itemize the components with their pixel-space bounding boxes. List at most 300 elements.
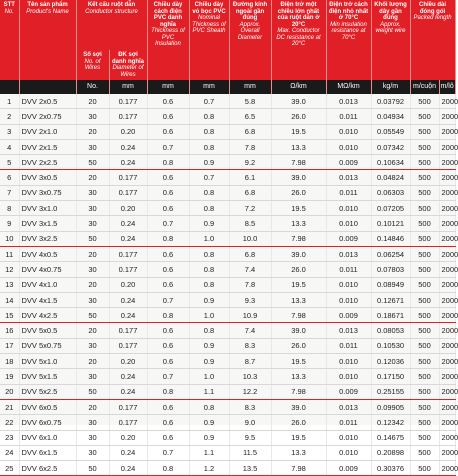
- weight: 0.05549: [371, 124, 410, 139]
- wire-count: 30: [76, 415, 109, 430]
- weight: 0.04824: [371, 170, 410, 185]
- weight: 0.14675: [371, 430, 410, 445]
- overall-diameter: 9.2: [229, 155, 271, 170]
- insulation-thickness: 0.8: [147, 155, 189, 170]
- overall-diameter: 6.1: [229, 170, 271, 185]
- wire-diameter: 0.177: [109, 246, 147, 261]
- dc-resistance: 7.98: [271, 155, 326, 170]
- wire-count: 30: [76, 185, 109, 200]
- dc-resistance: 39.0: [271, 246, 326, 261]
- insulation-resistance: 0.010: [326, 445, 371, 460]
- row-number: 24: [0, 445, 19, 460]
- header-overall-diameter: Đường kính ngoài gần đúng Approx. Overall Diameter: [229, 0, 271, 80]
- sheath-thickness: 0.8: [189, 201, 229, 216]
- insulation-thickness: 0.7: [147, 216, 189, 231]
- weight: 0.03792: [371, 94, 410, 109]
- weight: 0.12671: [371, 292, 410, 307]
- weight: 0.12342: [371, 415, 410, 430]
- lot-length: 2000: [439, 338, 455, 353]
- product-name: DVV 2x1.0: [19, 124, 76, 139]
- roll-length: 500: [410, 445, 439, 460]
- wire-diameter: 0.177: [109, 185, 147, 200]
- wire-count: 30: [76, 430, 109, 445]
- unit-weight: kg/m: [371, 80, 410, 94]
- weight: 0.04934: [371, 109, 410, 124]
- sheath-thickness: 0.9: [189, 216, 229, 231]
- weight: 0.08949: [371, 277, 410, 292]
- weight: 0.07342: [371, 139, 410, 154]
- insulation-thickness: 0.6: [147, 430, 189, 445]
- roll-length: 500: [410, 231, 439, 246]
- product-name: DVV 6x1.0: [19, 430, 76, 445]
- dc-resistance: 19.5: [271, 430, 326, 445]
- wire-count: 20: [76, 277, 109, 292]
- wire-diameter: 0.177: [109, 170, 147, 185]
- table-row: [0, 231, 455, 246]
- overall-diameter: 9.5: [229, 430, 271, 445]
- overall-diameter: 10.0: [229, 231, 271, 246]
- row-number: 3: [0, 124, 19, 139]
- insulation-thickness: 0.6: [147, 354, 189, 369]
- lot-length: 2000: [439, 231, 455, 246]
- row-number: 5: [0, 155, 19, 170]
- header-stt: STT No.: [0, 0, 19, 80]
- weight: 0.10530: [371, 338, 410, 353]
- table-row: [0, 109, 455, 124]
- insulation-resistance: 0.013: [326, 246, 371, 261]
- weight: 0.06303: [371, 185, 410, 200]
- row-number: 15: [0, 308, 19, 323]
- overall-diameter: 10.9: [229, 308, 271, 323]
- wire-diameter: 0.20: [109, 354, 147, 369]
- product-name: DVV 4x0.5: [19, 246, 76, 261]
- row-number: 8: [0, 201, 19, 216]
- roll-length: 500: [410, 155, 439, 170]
- lot-length: 2000: [439, 461, 455, 476]
- lot-length: 2000: [439, 415, 455, 430]
- sheath-thickness: 1.0: [189, 369, 229, 384]
- table-row: [0, 246, 455, 261]
- product-name: DVV 6x0.75: [19, 415, 76, 430]
- product-name: DVV 6x0.5: [19, 399, 76, 414]
- table-header: [0, 0, 455, 94]
- weight: 0.12036: [371, 354, 410, 369]
- sheath-thickness: 0.9: [189, 430, 229, 445]
- weight: 0.10121: [371, 216, 410, 231]
- lot-length: 2000: [439, 430, 455, 445]
- table-row: [0, 201, 455, 216]
- sheath-thickness: 1.0: [189, 308, 229, 323]
- table-row: [0, 155, 455, 170]
- insulation-thickness: 0.8: [147, 308, 189, 323]
- sheath-thickness: 1.2: [189, 461, 229, 476]
- lot-length: 2000: [439, 246, 455, 261]
- table-row: [0, 139, 455, 154]
- insulation-resistance: 0.010: [326, 430, 371, 445]
- wire-diameter: 0.177: [109, 94, 147, 109]
- wire-diameter: 0.20: [109, 201, 147, 216]
- unit-roll: m/cuộn: [410, 80, 439, 94]
- lot-length: 2000: [439, 399, 455, 414]
- weight: 0.06254: [371, 246, 410, 261]
- wire-diameter: 0.20: [109, 430, 147, 445]
- dc-resistance: 19.5: [271, 124, 326, 139]
- table-row: [0, 94, 455, 109]
- table-row: [0, 185, 455, 200]
- table-row: [0, 415, 455, 430]
- sheath-thickness: 0.8: [189, 185, 229, 200]
- dc-resistance: 13.3: [271, 369, 326, 384]
- lot-length: 2000: [439, 201, 455, 216]
- product-name: DVV 5x0.75: [19, 338, 76, 353]
- wire-count: 30: [76, 338, 109, 353]
- row-number: 19: [0, 369, 19, 384]
- overall-diameter: 10.3: [229, 369, 271, 384]
- wire-diameter: 0.24: [109, 155, 147, 170]
- roll-length: 500: [410, 124, 439, 139]
- row-number: 25: [0, 461, 19, 476]
- overall-diameter: 8.3: [229, 399, 271, 414]
- sheath-thickness: 0.8: [189, 139, 229, 154]
- wire-diameter: 0.177: [109, 262, 147, 277]
- insulation-resistance: 0.013: [326, 170, 371, 185]
- lot-length: 2000: [439, 139, 455, 154]
- row-number: 10: [0, 231, 19, 246]
- weight: 0.14846: [371, 231, 410, 246]
- insulation-thickness: 0.8: [147, 231, 189, 246]
- header-structure: Kết cấu ruột dẫn Conductor structure: [76, 0, 147, 50]
- insulation-resistance: 0.010: [326, 139, 371, 154]
- table-row: [0, 384, 455, 399]
- wire-diameter: 0.24: [109, 445, 147, 460]
- dc-resistance: 39.0: [271, 94, 326, 109]
- overall-diameter: 9.3: [229, 292, 271, 307]
- insulation-thickness: 0.6: [147, 323, 189, 338]
- weight: 0.25155: [371, 384, 410, 399]
- product-name: DVV 3x0.75: [19, 185, 76, 200]
- roll-length: 500: [410, 369, 439, 384]
- roll-length: 500: [410, 461, 439, 476]
- table-row: [0, 262, 455, 277]
- sheath-thickness: 0.7: [189, 170, 229, 185]
- insulation-resistance: 0.010: [326, 216, 371, 231]
- row-number: 23: [0, 430, 19, 445]
- wire-diameter: 0.24: [109, 292, 147, 307]
- row-number: 2: [0, 109, 19, 124]
- table-body: [0, 94, 458, 476]
- wire-count: 20: [76, 94, 109, 109]
- header-pvc-insulation: Chiều dày cách điện PVC danh nghĩa Thickness of PVC Insulation: [147, 0, 189, 80]
- roll-length: 500: [410, 185, 439, 200]
- weight: 0.07205: [371, 201, 410, 216]
- header-product: Tên sản phẩm Product's Name: [19, 0, 76, 80]
- dc-resistance: 26.0: [271, 262, 326, 277]
- sheath-thickness: 0.8: [189, 399, 229, 414]
- table-row: [0, 461, 455, 476]
- wire-diameter: 0.177: [109, 338, 147, 353]
- wire-diameter: 0.177: [109, 399, 147, 414]
- lot-length: 2000: [439, 384, 455, 399]
- weight: 0.08053: [371, 323, 410, 338]
- dc-resistance: 19.5: [271, 354, 326, 369]
- insulation-resistance: 0.010: [326, 369, 371, 384]
- lot-length: 2000: [439, 185, 455, 200]
- header-insulation-resistance: Điện trở cách điện nhỏ nhất ở 70°C Min insulation resistance at 70°C: [326, 0, 371, 80]
- dc-resistance: 7.98: [271, 461, 326, 476]
- insulation-thickness: 0.6: [147, 262, 189, 277]
- insulation-thickness: 0.6: [147, 415, 189, 430]
- dc-resistance: 26.0: [271, 109, 326, 124]
- roll-length: 500: [410, 384, 439, 399]
- wire-count: 30: [76, 445, 109, 460]
- insulation-thickness: 0.6: [147, 277, 189, 292]
- product-name: DVV 2x2.5: [19, 155, 76, 170]
- insulation-resistance: 0.009: [326, 231, 371, 246]
- lot-length: 2000: [439, 292, 455, 307]
- wire-diameter: 0.24: [109, 308, 147, 323]
- product-name: DVV 4x2.5: [19, 308, 76, 323]
- insulation-resistance: 0.011: [326, 109, 371, 124]
- overall-diameter: 6.8: [229, 246, 271, 261]
- dc-resistance: 13.3: [271, 445, 326, 460]
- wire-diameter: 0.24: [109, 216, 147, 231]
- insulation-thickness: 0.6: [147, 338, 189, 353]
- header-wires: Số sợi No. of Wires: [76, 50, 109, 80]
- insulation-resistance: 0.010: [326, 124, 371, 139]
- row-number: 14: [0, 292, 19, 307]
- row-number: 1: [0, 94, 19, 109]
- row-number: 21: [0, 399, 19, 414]
- insulation-thickness: 0.6: [147, 399, 189, 414]
- overall-diameter: 7.4: [229, 262, 271, 277]
- insulation-thickness: 0.6: [147, 185, 189, 200]
- sheath-thickness: 0.9: [189, 415, 229, 430]
- wire-count: 30: [76, 109, 109, 124]
- insulation-resistance: 0.009: [326, 384, 371, 399]
- dc-resistance: 13.3: [271, 216, 326, 231]
- wire-count: 50: [76, 461, 109, 476]
- overall-diameter: 8.3: [229, 338, 271, 353]
- roll-length: 500: [410, 430, 439, 445]
- table-row: [0, 124, 455, 139]
- dc-resistance: 19.5: [271, 201, 326, 216]
- unit-diameter: mm: [109, 80, 147, 94]
- wire-diameter: 0.24: [109, 461, 147, 476]
- table-row: [0, 369, 455, 384]
- lot-length: 2000: [439, 109, 455, 124]
- weight: 0.20898: [371, 445, 410, 460]
- wire-count: 30: [76, 201, 109, 216]
- dc-resistance: 7.98: [271, 231, 326, 246]
- roll-length: 500: [410, 139, 439, 154]
- overall-diameter: 7.2: [229, 201, 271, 216]
- sheath-thickness: 0.8: [189, 323, 229, 338]
- dc-resistance: 7.98: [271, 308, 326, 323]
- product-name: DVV 5x1.5: [19, 369, 76, 384]
- product-name: DVV 5x1.0: [19, 354, 76, 369]
- table-row: [0, 216, 455, 231]
- wire-count: 20: [76, 354, 109, 369]
- product-name: DVV 2x1.5: [19, 139, 76, 154]
- row-number: 4: [0, 139, 19, 154]
- product-name: DVV 3x1.5: [19, 216, 76, 231]
- table-row: [0, 308, 455, 323]
- overall-diameter: 11.5: [229, 445, 271, 460]
- insulation-resistance: 0.011: [326, 262, 371, 277]
- wire-count: 50: [76, 308, 109, 323]
- insulation-thickness: 0.8: [147, 384, 189, 399]
- lot-length: 2000: [439, 277, 455, 292]
- lot-length: 2000: [439, 445, 455, 460]
- dc-resistance: 26.0: [271, 415, 326, 430]
- product-name: DVV 4x1.5: [19, 292, 76, 307]
- dc-resistance: 13.3: [271, 139, 326, 154]
- product-name: DVV 2x0.75: [19, 109, 76, 124]
- table-row: [0, 277, 455, 292]
- product-name: DVV 2x0.5: [19, 94, 76, 109]
- units-row: [0, 80, 455, 94]
- roll-length: 500: [410, 338, 439, 353]
- insulation-resistance: 0.011: [326, 338, 371, 353]
- row-number: 13: [0, 277, 19, 292]
- product-name: DVV 3x0.5: [19, 170, 76, 185]
- wire-count: 30: [76, 139, 109, 154]
- header-pvc-sheath: Chiều dày vỏ bọc PVC Nominal Thickness of PVC Sheath: [189, 0, 229, 80]
- roll-length: 500: [410, 292, 439, 307]
- sheath-thickness: 0.9: [189, 338, 229, 353]
- dc-resistance: 39.0: [271, 323, 326, 338]
- insulation-thickness: 0.6: [147, 109, 189, 124]
- unit-lot: m/lô: [439, 80, 455, 94]
- wire-diameter: 0.24: [109, 231, 147, 246]
- overall-diameter: 6.8: [229, 124, 271, 139]
- insulation-resistance: 0.010: [326, 201, 371, 216]
- product-name: DVV 3x2.5: [19, 231, 76, 246]
- lot-length: 2000: [439, 170, 455, 185]
- unit-ir: MΩ/km: [326, 80, 371, 94]
- overall-diameter: 13.5: [229, 461, 271, 476]
- unit-wires: No.: [76, 80, 109, 94]
- wire-diameter: 0.177: [109, 415, 147, 430]
- overall-diameter: 8.7: [229, 354, 271, 369]
- lot-length: 2000: [439, 94, 455, 109]
- insulation-thickness: 0.7: [147, 369, 189, 384]
- wire-diameter: 0.177: [109, 323, 147, 338]
- insulation-resistance: 0.011: [326, 185, 371, 200]
- dc-resistance: 26.0: [271, 338, 326, 353]
- dc-resistance: 39.0: [271, 170, 326, 185]
- table-row: [0, 430, 455, 445]
- sheath-thickness: 0.9: [189, 292, 229, 307]
- insulation-resistance: 0.009: [326, 155, 371, 170]
- wire-count: 50: [76, 155, 109, 170]
- overall-diameter: 6.5: [229, 109, 271, 124]
- row-number: 20: [0, 384, 19, 399]
- lot-length: 2000: [439, 308, 455, 323]
- roll-length: 500: [410, 354, 439, 369]
- unit-blank: [19, 80, 76, 94]
- product-name: DVV 6x2.5: [19, 461, 76, 476]
- row-number: 6: [0, 170, 19, 185]
- table-row: [0, 354, 455, 369]
- overall-diameter: 5.8: [229, 94, 271, 109]
- insulation-resistance: 0.010: [326, 277, 371, 292]
- insulation-thickness: 0.6: [147, 94, 189, 109]
- sheath-thickness: 0.8: [189, 277, 229, 292]
- sheath-thickness: 0.9: [189, 354, 229, 369]
- weight: 0.30376: [371, 461, 410, 476]
- insulation-resistance: 0.009: [326, 308, 371, 323]
- weight: 0.09905: [371, 399, 410, 414]
- product-name: DVV 6x1.5: [19, 445, 76, 460]
- roll-length: 500: [410, 94, 439, 109]
- header-weight: Khối lượng dây gần đúng Approx. weight wire: [371, 0, 410, 80]
- wire-count: 20: [76, 124, 109, 139]
- roll-length: 500: [410, 415, 439, 430]
- dc-resistance: 26.0: [271, 185, 326, 200]
- row-number: 22: [0, 415, 19, 430]
- insulation-resistance: 0.013: [326, 399, 371, 414]
- sheath-thickness: 0.9: [189, 155, 229, 170]
- overall-diameter: 7.8: [229, 139, 271, 154]
- header-dc-resistance: Điện trở một chiều lớn nhất của ruột dẫn ở 20°C Max. Conductor DC resistance at 20°C: [271, 0, 326, 80]
- wire-count: 20: [76, 170, 109, 185]
- insulation-thickness: 0.6: [147, 246, 189, 261]
- header-packed-length: Chiều dài đóng gói Packed length: [410, 0, 455, 80]
- product-name: DVV 5x0.5: [19, 323, 76, 338]
- row-number: 7: [0, 185, 19, 200]
- wire-count: 30: [76, 216, 109, 231]
- roll-length: 500: [410, 201, 439, 216]
- dc-resistance: 39.0: [271, 399, 326, 414]
- row-number: 16: [0, 323, 19, 338]
- wire-diameter: 0.177: [109, 109, 147, 124]
- weight: 0.10634: [371, 155, 410, 170]
- wire-diameter: 0.24: [109, 369, 147, 384]
- insulation-thickness: 0.8: [147, 461, 189, 476]
- row-number: 12: [0, 262, 19, 277]
- insulation-resistance: 0.010: [326, 292, 371, 307]
- sheath-thickness: 0.8: [189, 262, 229, 277]
- row-number: 9: [0, 216, 19, 231]
- overall-diameter: 6.8: [229, 185, 271, 200]
- product-name: DVV 4x1.0: [19, 277, 76, 292]
- overall-diameter: 9.0: [229, 415, 271, 430]
- sheath-thickness: 1.1: [189, 384, 229, 399]
- header-wire-diameter: ĐK sợi danh nghĩa Diameter of Wires: [109, 50, 147, 80]
- sheath-thickness: 0.8: [189, 109, 229, 124]
- roll-length: 500: [410, 216, 439, 231]
- sheath-thickness: 1.1: [189, 445, 229, 460]
- insulation-thickness: 0.7: [147, 445, 189, 460]
- wire-count: 20: [76, 323, 109, 338]
- dc-resistance: 13.3: [271, 292, 326, 307]
- roll-length: 500: [410, 277, 439, 292]
- roll-length: 500: [410, 308, 439, 323]
- lot-length: 2000: [439, 369, 455, 384]
- table-row: [0, 170, 455, 185]
- product-name: DVV 5x2.5: [19, 384, 76, 399]
- insulation-thickness: 0.6: [147, 201, 189, 216]
- product-name: DVV 4x0.75: [19, 262, 76, 277]
- dc-resistance: 7.98: [271, 384, 326, 399]
- unit-overall: mm: [229, 80, 271, 94]
- row-number: 18: [0, 354, 19, 369]
- insulation-resistance: 0.010: [326, 354, 371, 369]
- wire-count: 20: [76, 399, 109, 414]
- sheath-thickness: 0.7: [189, 94, 229, 109]
- insulation-resistance: 0.013: [326, 94, 371, 109]
